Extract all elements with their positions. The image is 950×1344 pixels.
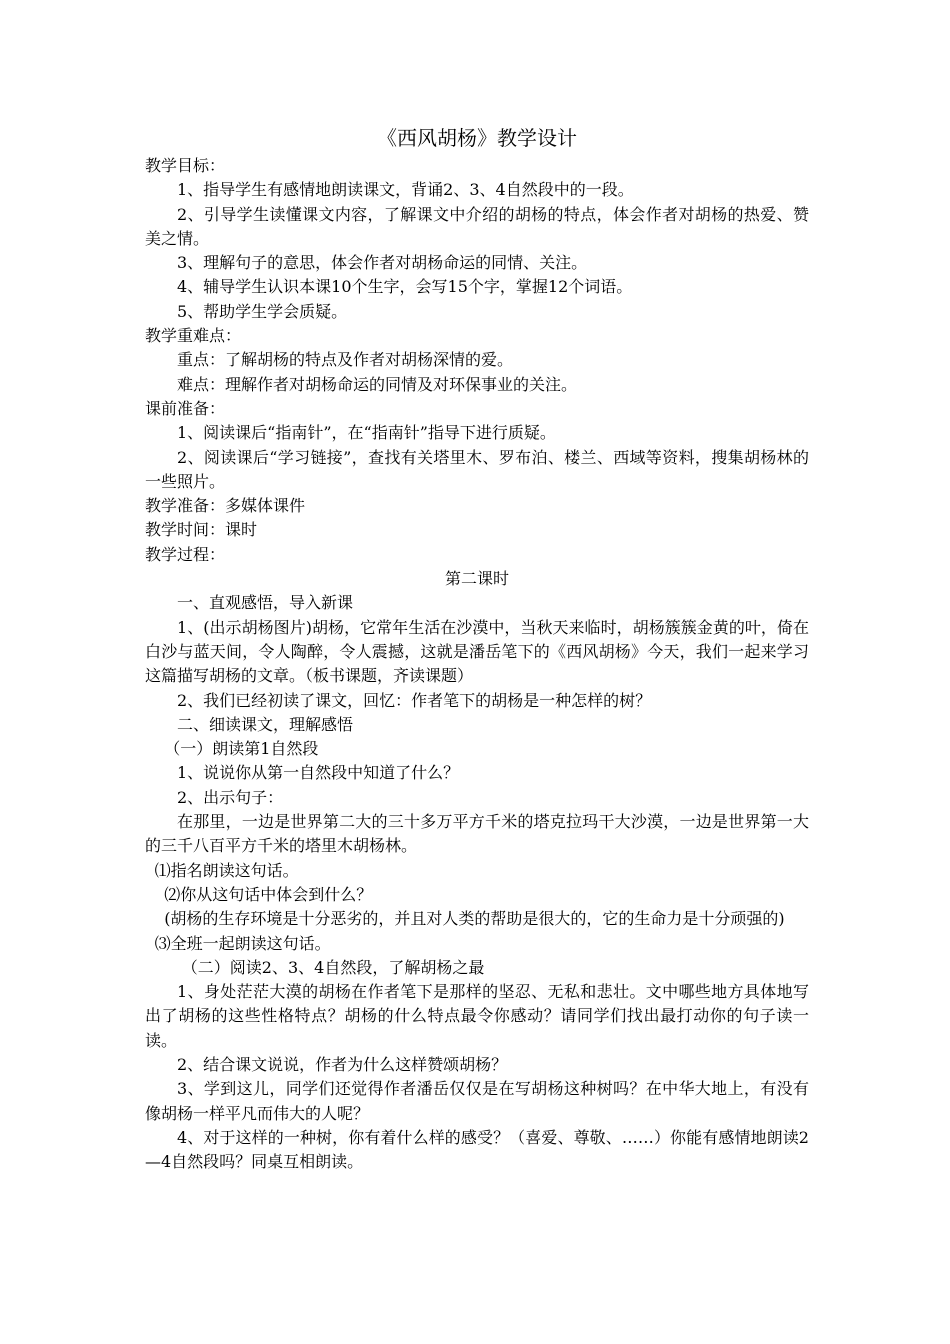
paragraph: 3、学到这儿，同学们还觉得作者潘岳仅仅是在写胡杨这种树吗？在中华大地上，有没有像胡杨一样平凡而伟大的人呢？ (145, 1079, 809, 1123)
paragraph: 2、出示句子： (177, 787, 284, 807)
section-heading: 教学过程： (145, 544, 226, 564)
paragraph: (胡杨的生存环境是十分恶劣的，并且对人类的帮助是很大的，它的生命力是十分顽强的) (164, 909, 785, 929)
paragraph: ⑶全班一起朗读这句话。 (154, 933, 331, 953)
paragraph: 4、辅导学生认识本课10个生字，会写15个字，掌握12个词语。 (177, 277, 633, 297)
document-title: 《西风胡杨》教学设计 (377, 126, 577, 150)
paragraph: （二）阅读2、3、4自然段，了解胡杨之最 (181, 957, 485, 977)
section-heading: 教学时间：课时 (145, 520, 258, 540)
paragraph: 2、引导学生读懂课文内容，了解课文中介绍的胡杨的特点，体会作者对胡杨的热爱、赞美之情。 (145, 204, 809, 248)
paragraph: 1、说说你从第一自然段中知道了什么？ (177, 763, 460, 783)
document-body (145, 122, 809, 1174)
paragraph: （一）朗读第1自然段 (164, 739, 319, 759)
paragraph: 二、细读课文，理解感悟 (177, 714, 354, 734)
paragraph: 在那里，一边是世界第二大的三十多万平方千米的塔克拉玛干大沙漠，一边是世界第一大的三千八百平方千米的塔里木胡杨林。 (145, 812, 809, 856)
paragraph: 一、直观感悟，导入新课 (177, 593, 354, 613)
paragraph: 2、我们已经初读了课文，回忆：作者笔下的胡杨是一种怎样的树？ (177, 690, 652, 710)
lesson-heading: 第二课时 (444, 569, 509, 589)
paragraph: ⑴指名朗读这句话。 (154, 860, 299, 880)
paragraph: 1、指导学生有感情地朗读课文，背诵2、3、4自然段中的一段。 (177, 180, 634, 200)
section-heading: 教学重难点： (145, 326, 242, 346)
paragraph: 1、(出示胡杨图片)胡杨，它常年生活在沙漠中，当秋天来临时，胡杨簇簇金黄的叶，倚在白沙与蓝天间，令人陶醉，令人震撼，这就是潘岳笔下的《西风胡杨》今天，我们一起来学习这篇描写胡杨的文章。（板书课题，齐读课题） (145, 617, 809, 686)
paragraph: 3、理解句子的意思，体会作者对胡杨命运的同情、关注。 (177, 253, 588, 273)
paragraph: 重点：了解胡杨的特点及作者对胡杨深情的爱。 (177, 350, 514, 370)
section-heading: 教学目标： (145, 156, 226, 175)
paragraph: 2、结合课文说说，作者为什么这样赞颂胡杨？ (177, 1054, 508, 1074)
paragraph: 1、身处茫茫大漠的胡杨在作者笔下是那样的坚忍、无私和悲壮。文中哪些地方具体地写出了胡杨的这些性格特点？胡杨的什么特点最令你感动？请同学们找出最打动你的句子读一读。 (145, 982, 809, 1050)
paragraph: 2、阅读课后“学习链接”，查找有关塔里木、罗布泊、楼兰、西域等资料，搜集胡杨林的一些照片。 (145, 447, 809, 491)
paragraph: 5、帮助学生学会质疑。 (177, 301, 348, 321)
paragraph: 4、对于这样的一种树，你有着什么样的感受？（喜爱、尊敬、……）你能有感情地朗读2—4自然段吗？同桌互相朗读。 (145, 1127, 809, 1172)
paragraph: 1、阅读课后“指南针”，在“指南针”指导下进行质疑。 (177, 423, 556, 443)
paragraph: ⑵你从这句话中体会到什么？ (164, 884, 373, 904)
section-heading: 教学准备：多媒体课件 (145, 496, 306, 516)
paragraph: 难点：理解作者对胡杨命运的同情及对环保事业的关注。 (177, 374, 578, 394)
section-heading: 课前准备： (145, 398, 226, 418)
